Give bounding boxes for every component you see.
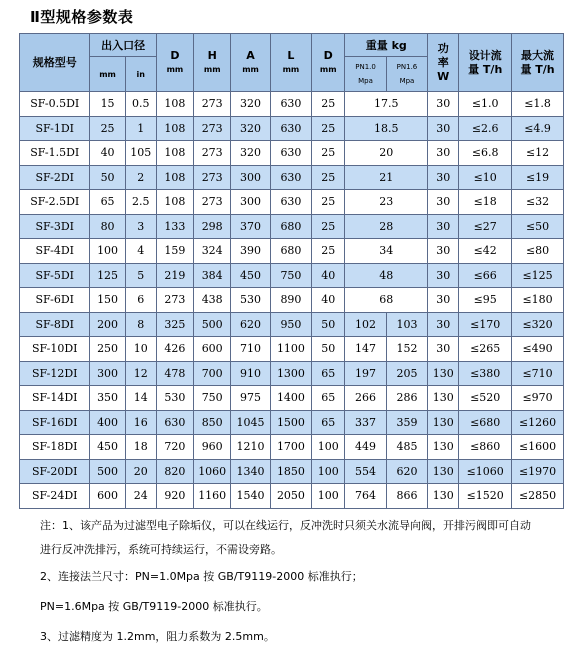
cell-a: 320 [231,92,270,117]
cell-d2: 25 [312,165,345,190]
cell-model: SF-4DI [20,239,90,264]
cell-port-mm: 400 [90,410,125,435]
cell-port-in: 24 [125,484,156,509]
cell-d: 108 [156,92,193,117]
table-row [20,141,564,166]
cell-model: SF-20DI [20,459,90,484]
cell-port-mm: 15 [90,92,125,117]
cell-weight: 34 [345,239,428,264]
cell-model: SF-16DI [20,410,90,435]
cell-weight: 68 [345,288,428,313]
cell-port-mm: 350 [90,386,125,411]
cell-l: 680 [270,239,311,264]
cell-a: 620 [231,312,270,337]
cell-port-in: 2.5 [125,190,156,215]
header-pn10: PN1.0 Mpa [345,57,386,92]
header-l: L mm [270,34,311,92]
cell-design-flow: ≤27 [459,214,512,239]
cell-a: 320 [231,141,270,166]
cell-port-in: 10 [125,337,156,362]
table-row [20,239,564,264]
note-3: PN=1.6Mpa 按 GB/T9119-2000 标准执行。 [40,600,268,613]
cell-weight-w10: 449 [345,435,386,460]
cell-power: 30 [428,263,459,288]
cell-d: 820 [156,459,193,484]
cell-design-flow: ≤2.6 [459,116,512,141]
cell-weight-w10: 197 [345,361,386,386]
cell-model: SF-2.5DI [20,190,90,215]
cell-max-flow: ≤80 [512,239,564,264]
cell-max-flow: ≤50 [512,214,564,239]
cell-max-flow: ≤1970 [512,459,564,484]
page-title: Ⅱ型规格参数表 [30,8,134,26]
table-row [20,361,564,386]
cell-model: SF-1DI [20,116,90,141]
cell-model: SF-0.5DI [20,92,90,117]
cell-port-in: 8 [125,312,156,337]
cell-max-flow: ≤2850 [512,484,564,509]
cell-d2: 100 [312,435,345,460]
cell-power: 130 [428,410,459,435]
cell-port-mm: 250 [90,337,125,362]
cell-l: 1700 [270,435,311,460]
cell-a: 300 [231,165,270,190]
cell-d2: 25 [312,190,345,215]
table-row [20,190,564,215]
cell-port-mm: 125 [90,263,125,288]
cell-d2: 25 [312,141,345,166]
header-d2: D mm [312,34,345,92]
cell-model: SF-12DI [20,361,90,386]
cell-d2: 40 [312,288,345,313]
cell-design-flow: ≤1060 [459,459,512,484]
cell-h: 500 [194,312,231,337]
cell-design-flow: ≤10 [459,165,512,190]
cell-d: 108 [156,165,193,190]
cell-port-mm: 50 [90,165,125,190]
cell-h: 273 [194,116,231,141]
cell-port-mm: 450 [90,435,125,460]
cell-port-in: 5 [125,263,156,288]
cell-port-mm: 150 [90,288,125,313]
cell-a: 390 [231,239,270,264]
cell-power: 30 [428,116,459,141]
cell-a: 1540 [231,484,270,509]
cell-weight: 28 [345,214,428,239]
cell-power: 130 [428,435,459,460]
header-h: H mm [194,34,231,92]
cell-d: 920 [156,484,193,509]
cell-port-mm: 80 [90,214,125,239]
cell-port-in: 12 [125,361,156,386]
cell-design-flow: ≤265 [459,337,512,362]
cell-port-mm: 200 [90,312,125,337]
note-1: 注：1、该产品为过滤型电子除垢仪，可以在线运行，反冲洗时只须关水流导向阀，开排污阀即可自动进行反冲洗排污，系统可持续运行，不需设旁路。 [40,519,531,556]
cell-max-flow: ≤180 [512,288,564,313]
cell-h: 850 [194,410,231,435]
cell-a: 1210 [231,435,270,460]
cell-max-flow: ≤19 [512,165,564,190]
cell-h: 273 [194,165,231,190]
cell-max-flow: ≤125 [512,263,564,288]
cell-model: SF-5DI [20,263,90,288]
cell-weight-w16: 152 [386,337,427,362]
cell-max-flow: ≤970 [512,386,564,411]
cell-a: 370 [231,214,270,239]
cell-design-flow: ≤42 [459,239,512,264]
cell-port-in: 0.5 [125,92,156,117]
cell-a: 1340 [231,459,270,484]
cell-weight-w16: 286 [386,386,427,411]
cell-power: 130 [428,484,459,509]
note-2: 2、连接法兰尺寸：PN=1.0Mpa 按 GB/T9119-2000 标准执行； [40,570,363,583]
cell-d: 478 [156,361,193,386]
cell-l: 630 [270,141,311,166]
cell-d2: 25 [312,214,345,239]
cell-max-flow: ≤32 [512,190,564,215]
cell-power: 30 [428,141,459,166]
cell-weight-w10: 764 [345,484,386,509]
cell-d2: 25 [312,239,345,264]
cell-a: 910 [231,361,270,386]
cell-l: 2050 [270,484,311,509]
cell-max-flow: ≤320 [512,312,564,337]
cell-weight-w16: 359 [386,410,427,435]
cell-port-in: 20 [125,459,156,484]
cell-power: 30 [428,214,459,239]
cell-d2: 100 [312,459,345,484]
cell-l: 1300 [270,361,311,386]
cell-weight-w16: 103 [386,312,427,337]
cell-l: 630 [270,190,311,215]
cell-weight-w16: 620 [386,459,427,484]
header-port-mm: mm [90,57,125,92]
cell-weight-w10: 147 [345,337,386,362]
cell-power: 30 [428,288,459,313]
cell-model: SF-24DI [20,484,90,509]
cell-d: 325 [156,312,193,337]
cell-weight-w16: 866 [386,484,427,509]
cell-max-flow: ≤490 [512,337,564,362]
cell-model: SF-10DI [20,337,90,362]
cell-h: 438 [194,288,231,313]
cell-l: 630 [270,92,311,117]
header-power: 功率 W [428,34,459,92]
cell-weight-w16: 205 [386,361,427,386]
header-port-in: in [125,57,156,92]
cell-d: 159 [156,239,193,264]
cell-d2: 65 [312,386,345,411]
cell-l: 890 [270,288,311,313]
cell-d2: 25 [312,116,345,141]
spec-table [19,33,564,509]
cell-model: SF-18DI [20,435,90,460]
cell-design-flow: ≤18 [459,190,512,215]
cell-h: 1160 [194,484,231,509]
cell-l: 1850 [270,459,311,484]
cell-model: SF-6DI [20,288,90,313]
cell-design-flow: ≤1.0 [459,92,512,117]
cell-d: 108 [156,190,193,215]
cell-model: SF-2DI [20,165,90,190]
cell-h: 960 [194,435,231,460]
table-row [20,435,564,460]
cell-weight-w10: 337 [345,410,386,435]
cell-a: 320 [231,116,270,141]
cell-a: 710 [231,337,270,362]
cell-weight-w16: 485 [386,435,427,460]
cell-l: 750 [270,263,311,288]
cell-design-flow: ≤680 [459,410,512,435]
cell-port-mm: 600 [90,484,125,509]
cell-d: 219 [156,263,193,288]
header-model: 规格型号 [20,34,90,92]
cell-port-mm: 25 [90,116,125,141]
cell-h: 600 [194,337,231,362]
cell-d: 426 [156,337,193,362]
cell-d: 720 [156,435,193,460]
header-weight: 重量 kg [345,34,428,57]
cell-a: 300 [231,190,270,215]
cell-d: 630 [156,410,193,435]
cell-power: 30 [428,92,459,117]
cell-port-in: 4 [125,239,156,264]
cell-power: 30 [428,239,459,264]
table-row [20,288,564,313]
cell-port-in: 105 [125,141,156,166]
cell-design-flow: ≤520 [459,386,512,411]
cell-weight-w10: 266 [345,386,386,411]
cell-d2: 25 [312,92,345,117]
cell-a: 450 [231,263,270,288]
cell-a: 975 [231,386,270,411]
cell-power: 30 [428,165,459,190]
cell-port-mm: 300 [90,361,125,386]
table-row [20,116,564,141]
header-pn16: PN1.6 Mpa [386,57,427,92]
cell-design-flow: ≤1520 [459,484,512,509]
cell-h: 750 [194,386,231,411]
cell-port-in: 1 [125,116,156,141]
cell-h: 273 [194,141,231,166]
cell-weight: 21 [345,165,428,190]
table-row [20,484,564,509]
cell-h: 273 [194,190,231,215]
cell-power: 130 [428,459,459,484]
spec-table-body [20,92,564,509]
cell-l: 1500 [270,410,311,435]
cell-l: 630 [270,116,311,141]
cell-power: 30 [428,190,459,215]
cell-design-flow: ≤95 [459,288,512,313]
cell-max-flow: ≤710 [512,361,564,386]
cell-d2: 65 [312,410,345,435]
cell-model: SF-14DI [20,386,90,411]
cell-port-mm: 65 [90,190,125,215]
cell-power: 130 [428,386,459,411]
table-row [20,337,564,362]
cell-port-in: 2 [125,165,156,190]
cell-max-flow: ≤1260 [512,410,564,435]
cell-model: SF-3DI [20,214,90,239]
table-row [20,312,564,337]
cell-d: 108 [156,116,193,141]
table-row [20,263,564,288]
cell-d2: 40 [312,263,345,288]
cell-max-flow: ≤12 [512,141,564,166]
cell-d: 530 [156,386,193,411]
cell-d2: 50 [312,337,345,362]
cell-port-in: 3 [125,214,156,239]
cell-weight: 17.5 [345,92,428,117]
cell-port-in: 14 [125,386,156,411]
cell-power: 30 [428,312,459,337]
cell-h: 384 [194,263,231,288]
cell-a: 1045 [231,410,270,435]
cell-design-flow: ≤66 [459,263,512,288]
cell-design-flow: ≤380 [459,361,512,386]
cell-weight-w10: 102 [345,312,386,337]
cell-weight: 20 [345,141,428,166]
cell-l: 630 [270,165,311,190]
table-row [20,459,564,484]
cell-weight: 18.5 [345,116,428,141]
cell-d: 108 [156,141,193,166]
cell-port-in: 6 [125,288,156,313]
cell-weight: 23 [345,190,428,215]
cell-port-mm: 40 [90,141,125,166]
cell-max-flow: ≤1.8 [512,92,564,117]
cell-d2: 100 [312,484,345,509]
table-row [20,410,564,435]
header-port: 出入口径 [90,34,156,57]
cell-l: 680 [270,214,311,239]
cell-d2: 50 [312,312,345,337]
cell-port-in: 16 [125,410,156,435]
cell-l: 950 [270,312,311,337]
header-max-flow: 最大流量 T/h [512,34,564,92]
cell-l: 1100 [270,337,311,362]
cell-max-flow: ≤1600 [512,435,564,460]
note-4: 3、过滤精度为 1.2mm，阻力系数为 2.5mm。 [40,630,275,643]
cell-design-flow: ≤860 [459,435,512,460]
header-design-flow: 设计流量 T/h [459,34,512,92]
cell-model: SF-1.5DI [20,141,90,166]
table-row [20,92,564,117]
cell-port-mm: 500 [90,459,125,484]
cell-port-mm: 100 [90,239,125,264]
cell-power: 30 [428,337,459,362]
cell-weight: 48 [345,263,428,288]
cell-d: 273 [156,288,193,313]
header-d: D mm [156,34,193,92]
cell-l: 1400 [270,386,311,411]
cell-weight-w10: 554 [345,459,386,484]
table-row [20,165,564,190]
cell-h: 1060 [194,459,231,484]
cell-power: 130 [428,361,459,386]
cell-h: 298 [194,214,231,239]
cell-design-flow: ≤6.8 [459,141,512,166]
cell-h: 700 [194,361,231,386]
header-a: A mm [231,34,270,92]
cell-h: 273 [194,92,231,117]
table-row [20,214,564,239]
cell-max-flow: ≤4.9 [512,116,564,141]
cell-h: 324 [194,239,231,264]
cell-d: 133 [156,214,193,239]
cell-a: 530 [231,288,270,313]
cell-port-in: 18 [125,435,156,460]
cell-model: SF-8DI [20,312,90,337]
cell-design-flow: ≤170 [459,312,512,337]
table-row [20,386,564,411]
cell-d2: 65 [312,361,345,386]
